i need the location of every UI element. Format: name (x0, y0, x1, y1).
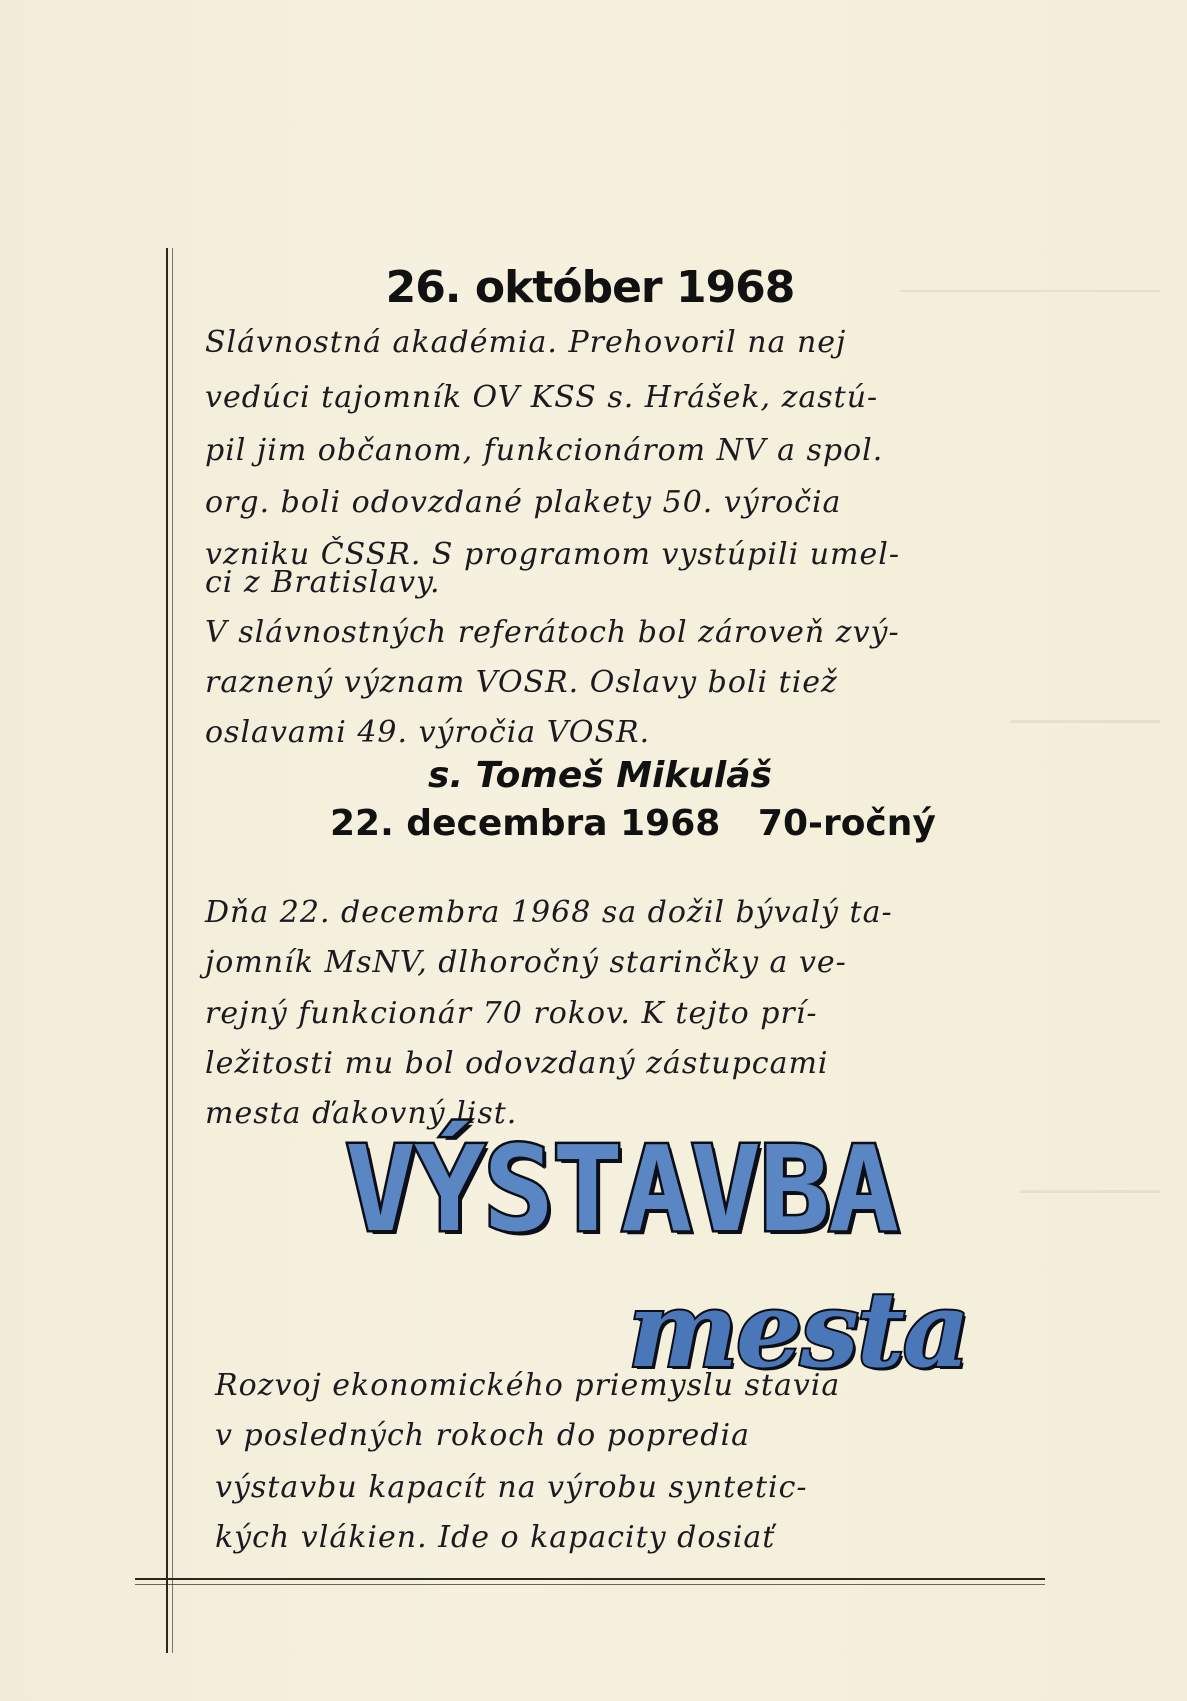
text-line: ci z Bratislavy. (205, 565, 441, 600)
text-line: V slávnostných referátoch bol zároveň zvý- (205, 615, 900, 650)
birthday-subheading: 22. decembra 1968 70-ročný (330, 803, 936, 844)
text-line: výstavbu kapacít na výrobu syntetic- (215, 1470, 808, 1505)
text-line: raznený význam VOSR. Oslavy boli tiež (205, 665, 838, 700)
left-margin-rule (166, 248, 168, 1653)
text-line: v posledných rokoch do popredia (215, 1418, 750, 1453)
text-line: jomník MsNV, dlhoročný starinčky a ve- (205, 945, 847, 980)
text-line: Dňa 22. decembra 1968 sa dožil bývalý ta- (205, 895, 893, 930)
text-line: org. boli odovzdané plakety 50. výročia (205, 485, 842, 520)
text-line: Rozvoj ekonomického priemyslu stavia (215, 1368, 841, 1403)
section-subtitle: mesta (628, 1268, 969, 1391)
bottom-rule (135, 1578, 1045, 1580)
bleed-through-mark (900, 270, 1160, 292)
text-line: vedúci tajomník OV KSS s. Hrášek, zastú- (205, 380, 879, 415)
date-heading: 26. október 1968 (385, 262, 795, 313)
text-line: kých vlákien. Ide o kapacity dosiať (215, 1520, 776, 1555)
text-line: rejný funkcionár 70 rokov. K tejto prí- (205, 996, 818, 1031)
text-line: Slávnostná akadémia. Prehovoril na nej (205, 325, 847, 360)
text-line: mesta ďakovný list. (205, 1096, 518, 1131)
section-title: VÝSTAVBA (345, 1120, 898, 1258)
left-margin-rule-2 (172, 248, 173, 1653)
text-line: oslavami 49. výročia VOSR. (205, 715, 651, 750)
text-line: pil jim občanom, funkcionárom NV a spol. (205, 433, 884, 468)
bleed-through-mark (1010, 690, 1160, 723)
bottom-rule-2 (135, 1584, 1045, 1585)
bleed-through-mark (1020, 1160, 1160, 1193)
text-line: ležitosti mu bol odovzdaný zástupcami (205, 1046, 829, 1081)
person-name: s. Tomeš Mikuláš (428, 755, 772, 796)
text-line: vzniku ČSSR. S programom vystúpili umel- (205, 537, 900, 572)
